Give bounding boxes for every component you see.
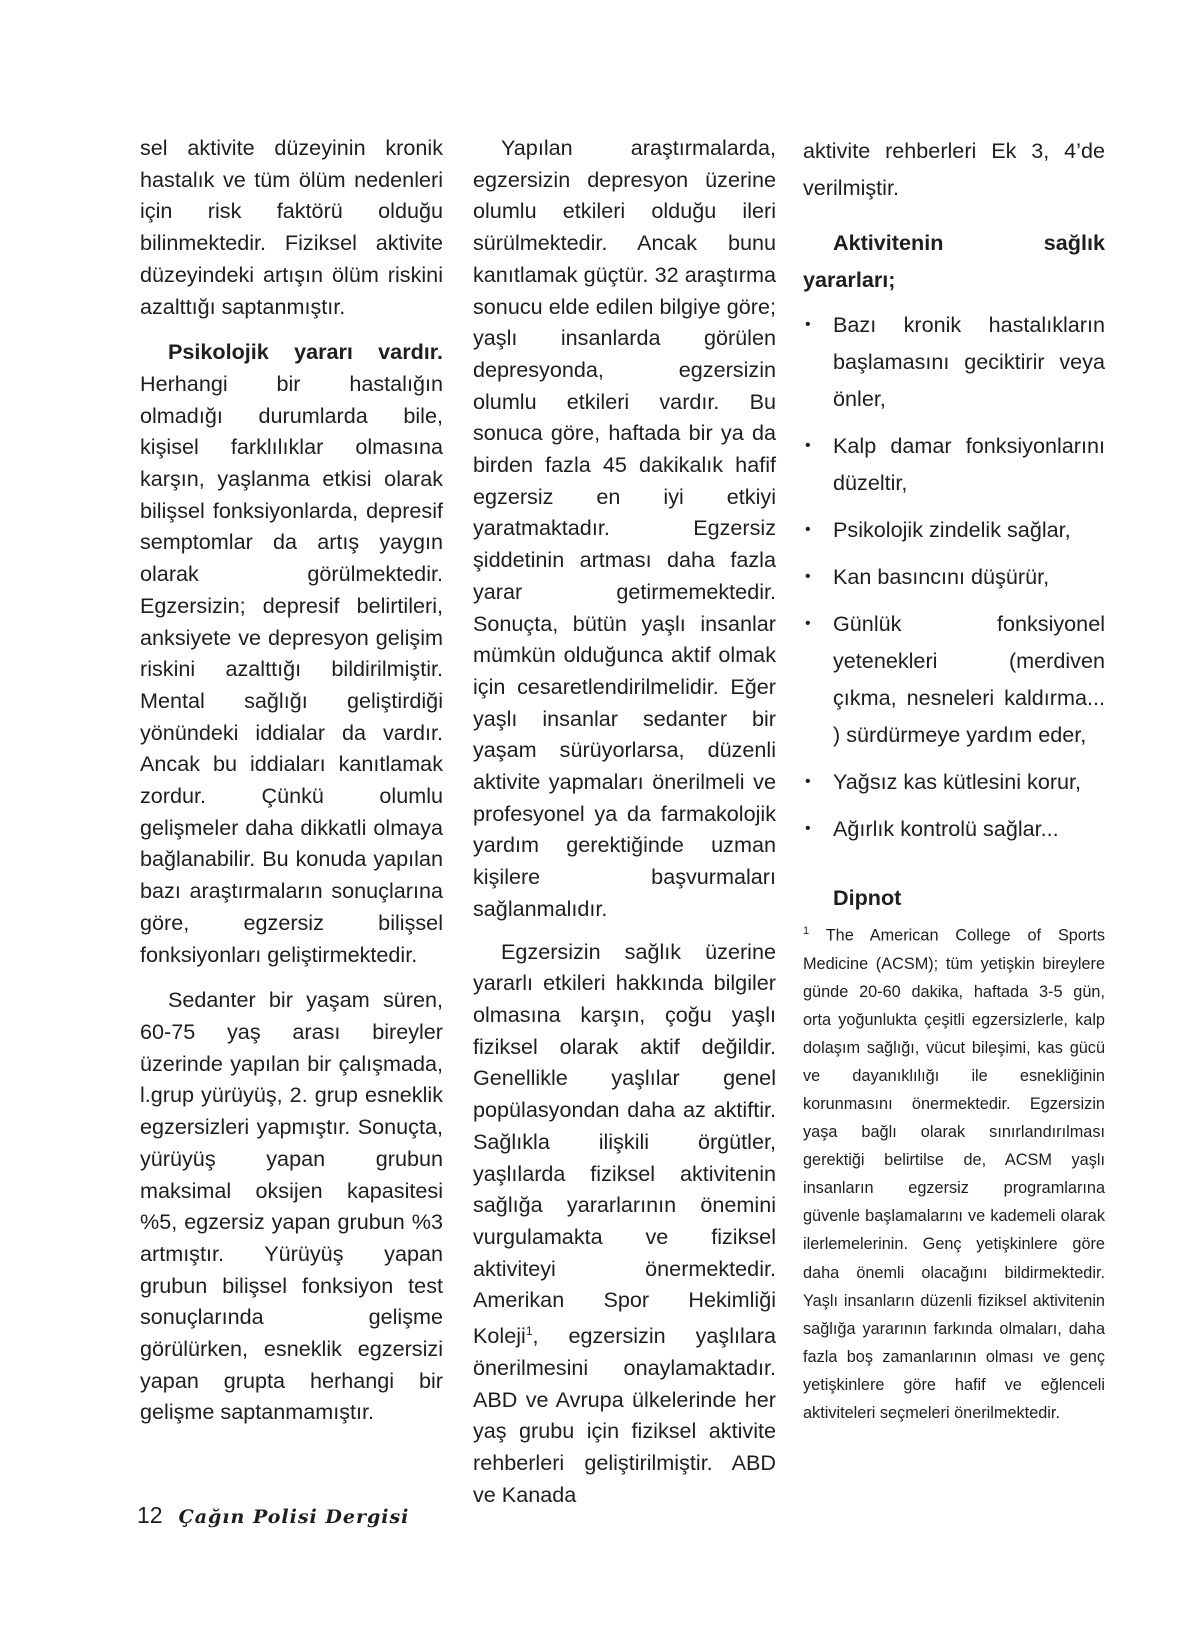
paragraph-psychological-benefit <box>140 336 443 970</box>
paragraph-sedentary-study: Sedanter bir yaşam süren, 60-75 yaş arası bireyler üzerinde yapılan bir çalışmada, l.grup yürüyüş, 2. grup esneklik egzersizleri yapmıştır. Sonuçta, yürüyüş yapan grubun maksimal oksijen kapasitesi %5, egzersiz yapan grubun %3 artmıştır. Yürüyüş yapan grubun bilişsel fonksiyon test sonuçlarında gelişme görülürken, esneklik egzersizi yapan grupta herhangi bir gelişme saptanmamıştır. <box>140 987 443 1425</box>
column-2 <box>473 132 776 1510</box>
bullet-icon: • <box>805 521 811 538</box>
footnote-mark: 1 <box>803 925 810 937</box>
journal-name: Çağın Polisi Dergisi <box>178 1506 410 1528</box>
benefit-text: Ağırlık kontrolü sağlar... <box>833 816 1059 841</box>
list-item <box>803 763 1105 800</box>
list-item <box>803 605 1105 753</box>
benefit-text: Kalp damar fonksiyonlarını düzeltir, <box>833 433 1105 495</box>
psychological-benefit-lead: Psikolojik yararı vardır. <box>168 339 443 365</box>
page-number: 12 <box>137 1502 163 1528</box>
benefits-heading: Aktivitenin sağlık yararları; <box>803 230 1105 292</box>
column-3 <box>803 132 1105 1427</box>
bullet-icon: • <box>805 615 811 632</box>
page-footer <box>137 1502 409 1529</box>
benefits-list <box>803 306 1105 847</box>
benefit-text: Günlük fonksiyonel yetenekleri (merdiven çıkma, nesneleri kaldırma... ) sürdürmeye yardım eder, <box>833 611 1105 747</box>
list-item <box>803 558 1105 595</box>
list-item <box>803 511 1105 548</box>
list-item <box>803 810 1105 847</box>
bullet-icon: • <box>805 437 811 454</box>
benefit-text: Kan basıncını düşürür, <box>833 564 1050 589</box>
health-organizations-text-a: Egzersizin sağlık üzerine yararlı etkileri hakkında bilgiler olmasına karşın, çoğu yaşlı fiziksel olarak aktif değildir. Genellikle yaşlılar genel popülasyondan daha az aktiftir. Sağlıkla ilişkili örgütler, yaşlılarda fiziksel aktivitenin sağlığa yararlarının önemini vurgulamakta ve fiziksel aktiviteyi önermektedir. Amerikan Spor Hekimliği Koleji <box>473 938 776 1349</box>
footnote-text <box>803 917 1105 1427</box>
paragraph-depression-research: Yapılan araştırmalarda, egzersizin depresyon üzerine olumlu etkileri olduğu ileri sürülmektedir. Ancak bunu kanıtlamak güçtür. 32 araştırma sonucu elde edilen bilgiye göre; yaşlı insanlarda görülen depresyonda, egzersizin olumlu etkileri vardır. Bu sonuca göre, haftada bir ya da birden fazla 45 dakikalık hafif egzersiz en iyi etkiyi yaratmaktadır. Egzersiz şiddetinin artması daha fazla yarar getirmemektedir. Sonuçta, bütün yaşlı insanlar mümkün olduğunca aktif olmak için cesaretlendirilmelidir. Eğer yaşlı insanlar sedanter bir yaşam sürüyorlarsa, düzenli aktivite yapmaları önerilmeli ve profesyonel ya da farmakolojik yardım gerektiğinde uzman kişilere başvurmaları sağlanmalıdır. <box>473 135 776 921</box>
health-organizations-text-b: , egzersizin yaşlılara önerilmesini onaylamaktadır. ABD ve Avrupa ülkelerinde her yaş grubu için fiziksel aktivite rehberleri geliştirilmiştir. ABD ve Kanada <box>473 1323 776 1507</box>
bullet-icon: • <box>805 773 811 790</box>
footnote-body: The American College of Sports Medicine (ACSM); tüm yetişkin bireylere günde 20-60 dakika, haftada 3-5 gün, orta yoğunlukta çeşitli egzersizlerle, kalp dolaşım sağlığı, vücut bileşimi, kas gücü ve dayanıklılığı ile esnekliğinin korunmasını önermektedir. Egzersizin yaşa bağlı olarak sınırlandırılması gerektiği belirtilse de, ACSM yaşlı insanların egzersiz programlarına güvenle başlamalarını ve kademeli olarak ilerlemelerinin. Genç yetişkinlere göre daha önemli olacağını bildirmektedir. Yaşlı insanların düzenli fiziksel aktivitenin sağlığa yararının farkında olmaları, daha fazla boş zamanlarının olması ve genç yetişkinlere göre hafif ve eğlenceli aktiviteleri seçmeleri önerilmektedir. <box>803 926 1105 1423</box>
column-1 <box>140 132 443 1428</box>
list-item <box>803 427 1105 501</box>
bullet-icon: • <box>805 316 811 333</box>
paragraph-guidelines-appendix: aktivite rehberleri Ek 3, 4’de verilmiştir. <box>803 138 1105 200</box>
bullet-icon: • <box>805 568 811 585</box>
paragraph-health-organizations <box>473 936 776 1511</box>
paragraph-chronic-disease: sel aktivite düzeyinin kronik hastalık ve tüm ölüm nedenleri için risk faktörü olduğu bilinmektedir. Fiziksel aktivite düzeyindeki artışın ölüm riskini azalttığı saptanmıştır. <box>140 135 443 319</box>
list-item <box>803 306 1105 417</box>
footnote-reference[interactable]: 1 <box>525 1324 533 1339</box>
bullet-icon: • <box>805 820 811 837</box>
benefit-text: Yağsız kas kütlesini korur, <box>833 769 1082 794</box>
psychological-benefit-text: Herhangi bir hastalığın olmadığı durumlarda bile, kişisel farklılıklar olmasına karşın, yaşlanma etkisi olarak bilişsel fonksiyonlarda, depresif semptomlar da artış yaygın olarak görülmektedir. Egzersizin; depresif belirtileri, anksiyete ve depresyon gelişim riskini azalttığı bildirilmiştir. Mental sağlığı geliştirdiği yönündeki iddialar da vardır. Ancak bu iddiaları kanıtlamak zordur. Çünkü olumlu gelişmeler daha dikkatli olmaya bağlanabilir. Bu konuda yapılan bazı araştırmaların sonuçlarına göre, egzersiz bilişsel fonksiyonları geliştirmektedir. <box>140 370 443 967</box>
footnote-title: Dipnot <box>833 885 902 910</box>
benefit-text: Bazı kronik hastalıkların başlamasını geciktirir veya önler, <box>833 312 1105 411</box>
benefit-text: Psikolojik zindelik sağlar, <box>833 517 1071 542</box>
